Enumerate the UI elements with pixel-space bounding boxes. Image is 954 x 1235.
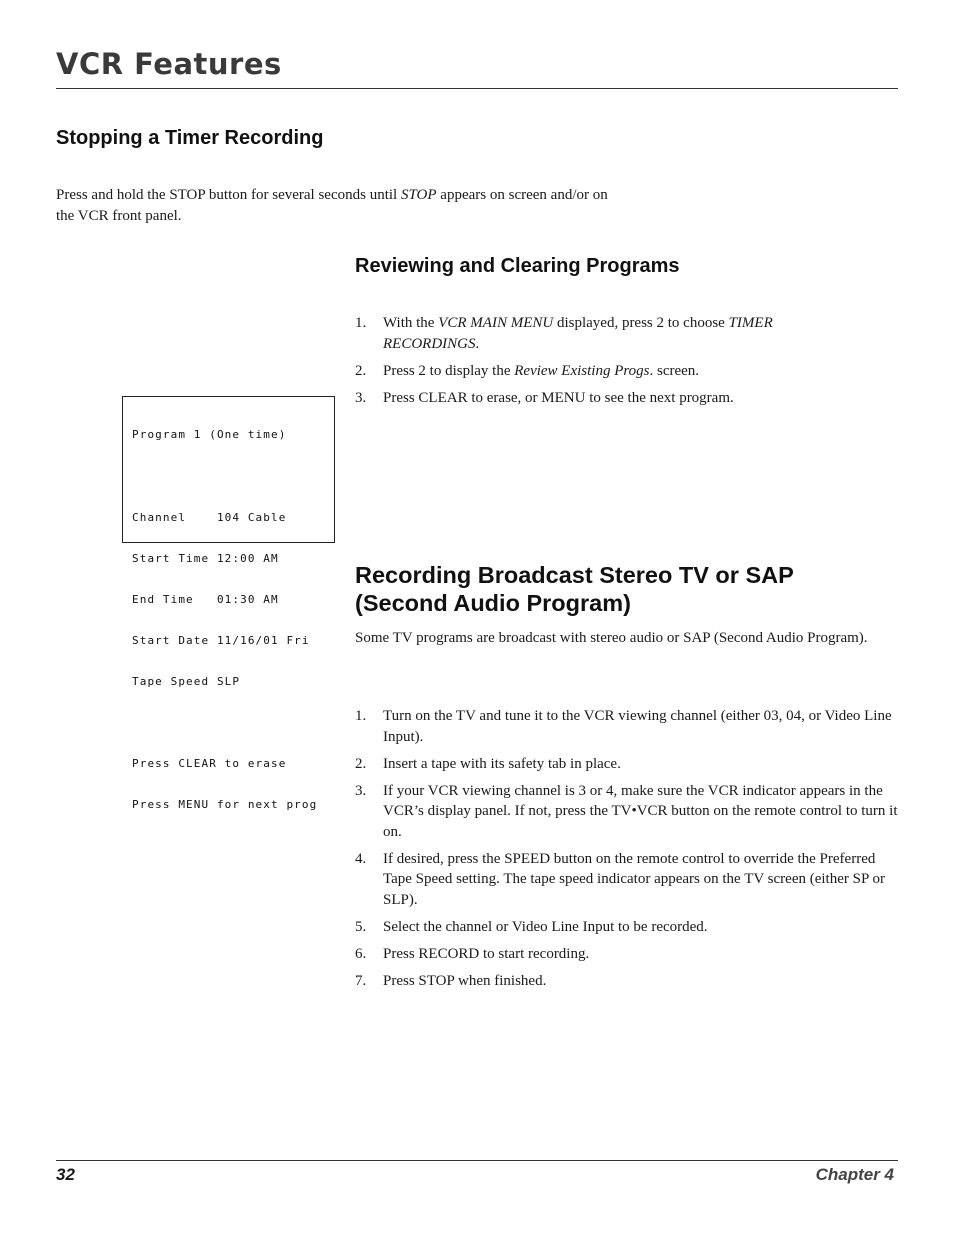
page-number: 32 <box>56 1165 75 1184</box>
step-italic: TIMER RECORDINGS <box>383 315 773 352</box>
step-text: Select the channel or Video Line Input to be recorded. <box>383 918 708 935</box>
stopping-text-before: Press and hold the STOP button for several seconds until <box>56 187 401 203</box>
header-divider <box>56 88 898 89</box>
osd-line: Tape Speed SLP <box>132 674 241 688</box>
chapter-label: Chapter 4 <box>815 1165 894 1184</box>
stereo-step <box>355 971 900 992</box>
stereo-step <box>355 781 900 843</box>
step-text: Press STOP when finished. <box>383 972 547 989</box>
stopping-text-after: appears on screen and/or on <box>436 187 608 203</box>
stereo-steps <box>355 706 900 998</box>
step-text: Press 2 to display the <box>383 362 515 379</box>
stereo-step <box>355 754 900 775</box>
step-number: 1. <box>355 315 367 331</box>
step-text: . <box>475 335 480 352</box>
step-number: 3. <box>355 782 367 799</box>
osd-line: Channel 104 Cable <box>132 510 287 524</box>
step-text: Insert a tape with its safety tab in place. <box>383 755 621 772</box>
step-text: . screen. <box>649 362 700 379</box>
reviewing-heading: Reviewing and Clearing Programs <box>355 255 680 277</box>
stopping-paragraph <box>56 185 736 226</box>
reviewing-steps <box>355 313 825 415</box>
step-italic: Review Existing Progs <box>514 362 650 379</box>
osd-line: Start Time 12:00 AM <box>132 551 279 565</box>
stereo-intro: Some TV programs are broadcast with stereo audio or SAP (Second Audio Program). <box>355 630 868 646</box>
osd-line <box>132 716 334 730</box>
stopping-text-line2: the VCR front panel. <box>56 207 182 224</box>
step-number: 2. <box>355 755 367 772</box>
stopping-text-italic: STOP <box>400 187 437 203</box>
step-text: Turn on the TV and tune it to the VCR viewing channel (either 03, 04, or Video Line Input). <box>383 708 892 745</box>
step-number: 7. <box>355 972 367 989</box>
osd-line: Program 1 (One time) <box>132 428 287 442</box>
reviewing-step <box>355 313 825 354</box>
step-number: 4. <box>355 850 367 867</box>
stereo-heading-line2: (Second Audio Program) <box>355 590 631 616</box>
step-number: 1. <box>355 708 367 724</box>
step-number: 6. <box>355 945 367 962</box>
step-number: 3. <box>355 389 367 406</box>
reviewing-step <box>355 361 825 382</box>
stereo-step <box>355 849 900 911</box>
stereo-step <box>355 917 900 938</box>
osd-line: Start Date 11/16/01 Fri <box>132 633 310 647</box>
osd-line: End Time 01:30 AM <box>132 592 279 606</box>
stereo-heading <box>355 561 794 617</box>
page-header-title: VCR Features <box>56 47 282 81</box>
step-text: With the <box>383 315 439 331</box>
osd-line <box>132 470 334 484</box>
step-number: 5. <box>355 918 367 935</box>
step-text: Press CLEAR to erase, or MENU to see the next program. <box>383 389 734 406</box>
osd-line: Press CLEAR to erase <box>132 757 287 771</box>
step-number: 2. <box>355 362 367 379</box>
step-italic: VCR MAIN MENU <box>438 315 554 331</box>
step-text: Press RECORD to start recording. <box>383 945 590 962</box>
stereo-step <box>355 944 900 965</box>
stereo-heading-line1: Recording Broadcast Stereo TV or SAP <box>355 562 794 588</box>
step-text: If desired, press the SPEED button on the remote control to override the Preferred Tape Speed setting. The tape speed indicator appears on the TV screen (either SP or SLP). <box>383 850 885 908</box>
osd-line: Press MENU for next prog <box>132 798 318 812</box>
stereo-step <box>355 706 900 747</box>
osd-screen-box <box>122 396 335 812</box>
stopping-heading: Stopping a Timer Recording <box>56 127 324 149</box>
step-text: If your VCR viewing channel is 3 or 4, make sure the VCR indicator appears in the VCR’s display panel. If not, press the TV•VCR button on the remote control to turn it on. <box>383 782 898 840</box>
footer-divider <box>56 1160 898 1161</box>
reviewing-step <box>355 388 825 409</box>
step-text: displayed, press 2 to choose <box>553 315 729 331</box>
